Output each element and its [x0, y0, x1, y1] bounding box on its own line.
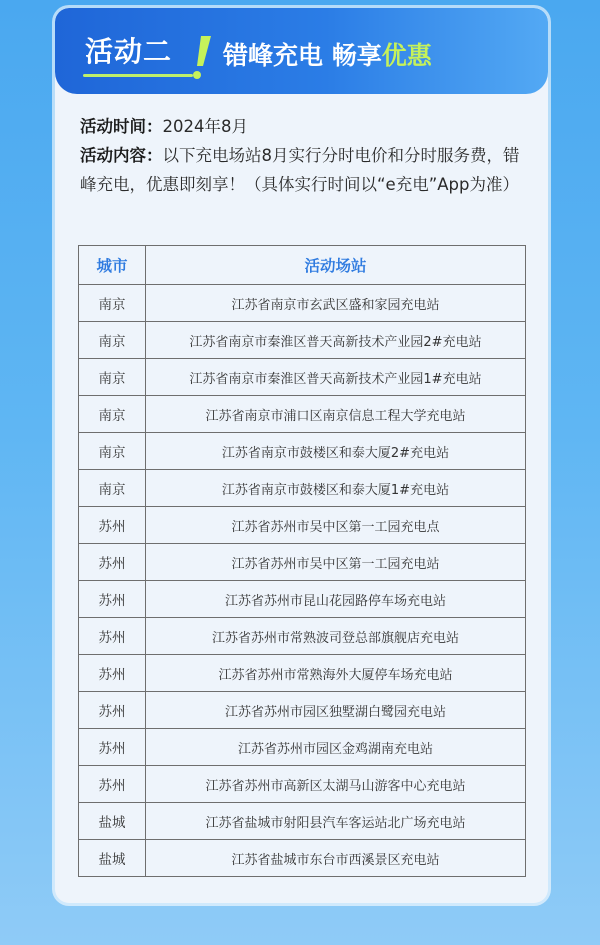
row-station: 江苏省盐城市东台市西溪景区充电站 [146, 840, 526, 877]
table-row [79, 285, 526, 322]
row-city: 南京 [79, 359, 146, 396]
row-city: 盐城 [79, 840, 146, 877]
row-station: 江苏省苏州市常熟波司登总部旗舰店充电站 [146, 618, 526, 655]
table-row [79, 581, 526, 618]
row-city: 苏州 [79, 692, 146, 729]
row-station: 江苏省苏州市高新区太湖马山游客中心充电站 [146, 766, 526, 803]
row-station: 江苏省苏州市昆山花园路停车场充电站 [146, 581, 526, 618]
table-row [79, 507, 526, 544]
activity-time-value: 2024年8月 [162, 117, 248, 136]
row-station: 江苏省南京市秦淮区普天高新技术产业园2#充电站 [146, 322, 526, 359]
row-city: 南京 [79, 433, 146, 470]
table-header-row [79, 246, 526, 285]
table-row [79, 396, 526, 433]
table-row [79, 766, 526, 803]
table-row [79, 433, 526, 470]
row-city: 苏州 [79, 766, 146, 803]
row-station: 江苏省南京市玄武区盛和家园充电站 [146, 285, 526, 322]
table-row [79, 655, 526, 692]
row-station: 江苏省苏州市吴中区第一工园充电点 [146, 507, 526, 544]
row-station: 江苏省南京市鼓楼区和泰大厦2#充电站 [146, 433, 526, 470]
row-station: 江苏省盐城市射阳县汽车客运站北广场充电站 [146, 803, 526, 840]
table-row [79, 544, 526, 581]
row-city: 南京 [79, 396, 146, 433]
row-city: 苏州 [79, 618, 146, 655]
activity-content-value: 以下充电场站8月实行分时电价和分时服务费，错峰充电，优惠即刻享！（具体实行时间以“e充电”App为准） [80, 146, 520, 194]
activity-number-label: 活动二 [85, 35, 173, 68]
row-station: 江苏省苏州市常熟海外大厦停车场充电站 [146, 655, 526, 692]
table-row [79, 803, 526, 840]
label-underline [83, 74, 193, 77]
header-city: 城市 [79, 246, 146, 285]
row-station: 江苏省南京市秦淮区普天高新技术产业园1#充电站 [146, 359, 526, 396]
banner-title [223, 36, 432, 72]
row-city: 南京 [79, 470, 146, 507]
table-body [79, 285, 526, 877]
row-city: 南京 [79, 322, 146, 359]
row-city: 苏州 [79, 729, 146, 766]
table-row [79, 359, 526, 396]
activity-content-line [80, 141, 520, 199]
table-row [79, 692, 526, 729]
activity-intro [80, 112, 520, 199]
row-city: 苏州 [79, 655, 146, 692]
row-city: 南京 [79, 285, 146, 322]
row-city: 苏州 [79, 544, 146, 581]
row-station: 江苏省苏州市园区独墅湖白鹭园充电站 [146, 692, 526, 729]
row-station: 江苏省南京市鼓楼区和泰大厦1#充电站 [146, 470, 526, 507]
header-station: 活动场站 [146, 246, 526, 285]
row-station: 江苏省苏州市园区金鸡湖南充电站 [146, 729, 526, 766]
activity-content-label: 活动内容： [80, 146, 163, 165]
table-row [79, 729, 526, 766]
exclamation-icon [183, 32, 223, 82]
row-station: 江苏省南京市浦口区南京信息工程大学充电站 [146, 396, 526, 433]
activity-banner [55, 8, 548, 94]
table-row [79, 322, 526, 359]
banner-title-accent: 优惠 [381, 41, 432, 70]
banner-title-main: 错峰充电 畅享 [223, 41, 382, 70]
table-row [79, 470, 526, 507]
stations-table [78, 245, 526, 877]
activity-time-line [80, 112, 520, 141]
row-station: 江苏省苏州市吴中区第一工园充电站 [146, 544, 526, 581]
row-city: 苏州 [79, 507, 146, 544]
row-city: 盐城 [79, 803, 146, 840]
table-row [79, 840, 526, 877]
table-row [79, 618, 526, 655]
row-city: 苏州 [79, 581, 146, 618]
activity-time-label: 活动时间： [80, 117, 163, 136]
activity-card [55, 8, 548, 903]
